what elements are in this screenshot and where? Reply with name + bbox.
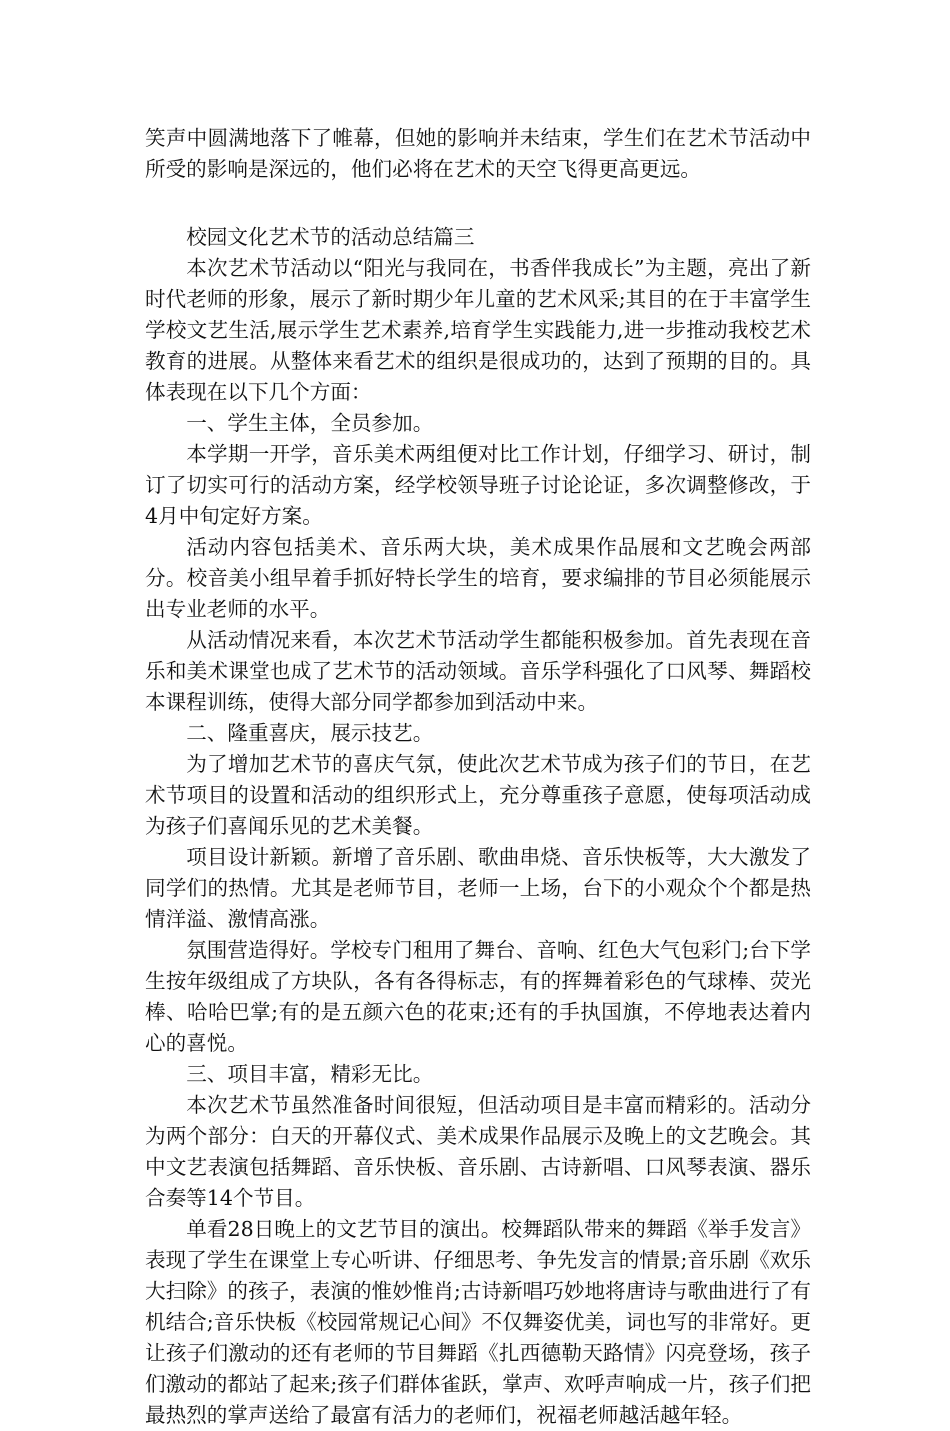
body-paragraph: 活动内容包括美术、音乐两大块，美术成果作品展和文艺晚会两部分。校音美小组早着手抓好特长学生的培育，要求编排的节目必须能展示出专业老师的水平。 (145, 535, 811, 621)
body-paragraph: 氛围营造得好。学校专门租用了舞台、音响、红色大气包彩门;台下学生按年级组成了方块队，各有各得标志，有的挥舞着彩色的气球棒、荧光棒、哈哈巴掌;有的是五颜六色的花束;还有的手执国旗，不停地表达着内心的喜悦。 (145, 938, 811, 1055)
body-paragraph: 本学期一开学，音乐美术两组便对比工作计划，仔细学习、研讨，制订了切实可行的活动方案，经学校领导班子讨论论证，多次调整修改，于4月中旬定好方案。 (145, 442, 811, 528)
body-paragraph: 本次艺术节虽然准备时间很短，但活动项目是丰富而精彩的。活动分为两个部分：白天的开幕仪式、美术成果作品展示及晚上的文艺晚会。其中文艺表演包括舞蹈、音乐快板、音乐剧、古诗新唱、口风琴表演、器乐合奏等14个节目。 (145, 1093, 811, 1210)
section-heading: 一、学生主体，全员参加。 (186, 411, 434, 435)
article-title: 校园文化艺术节的活动总结篇三 (186, 225, 475, 249)
body-paragraph: 从活动情况来看，本次艺术节活动学生都能积极参加。首先表现在音乐和美术课堂也成了艺术节的活动领域。音乐学科强化了口风琴、舞蹈校本课程训练，使得大部分同学都参加到活动中来。 (145, 628, 811, 714)
body-paragraph: 本次艺术节活动以“阳光与我同在，书香伴我成长”为主题，亮出了新时代老师的形象，展示了新时期少年儿童的艺术风采;其目的在于丰富学生学校文艺生活,展示学生艺术素养,培育学生实践能力,进一步推动我校艺术教育的进展。从整体来看艺术的组织是很成功的，达到了预期的目的。具体表现在以下几个方面： (145, 256, 811, 404)
body-paragraph: 项目设计新颖。新增了音乐剧、歌曲串烧、音乐快板等，大大激发了同学们的热情。尤其是老师节目，老师一上场，台下的小观众个个都是热情洋溢、激情高涨。 (145, 845, 811, 931)
body-paragraph: 单看28日晚上的文艺节目的演出。校舞蹈队带来的舞蹈《举手发言》表现了学生在课堂上专心听讲、仔细思考、争先发言的情景;音乐剧《欢乐大扫除》的孩子，表演的惟妙惟肖;古诗新唱巧妙地将唐诗与歌曲进行了有机结合;音乐快板《校园常规记心间》不仅舞姿优美，词也写的非常好。更让孩子们激动的还有老师的节目舞蹈《扎西德勒天路情》闪亮登场，孩子们激动的都站了起来;孩子们群体雀跃，掌声、欢呼声响成一片，孩子们把最热烈的掌声送给了最富有活力的老师们，祝福老师越活越年轻。 (145, 1217, 811, 1427)
intro-section (145, 123, 811, 185)
section-heading: 三、项目丰富，精彩无比。 (186, 1062, 434, 1086)
article-section (145, 222, 811, 1431)
section-heading: 二、隆重喜庆，展示技艺。 (186, 721, 434, 745)
body-paragraph: 为了增加艺术节的喜庆气氛，使此次艺术节成为孩子们的节日，在艺术节项目的设置和活动的组织形式上，充分尊重孩子意愿，使每项活动成为孩子们喜闻乐见的艺术美餐。 (145, 752, 811, 838)
intro-paragraph: 笑声中圆满地落下了帷幕，但她的影响并未结束，学生们在艺术节活动中所受的影响是深远的，他们必将在艺术的天空飞得更高更远。 (145, 126, 811, 181)
